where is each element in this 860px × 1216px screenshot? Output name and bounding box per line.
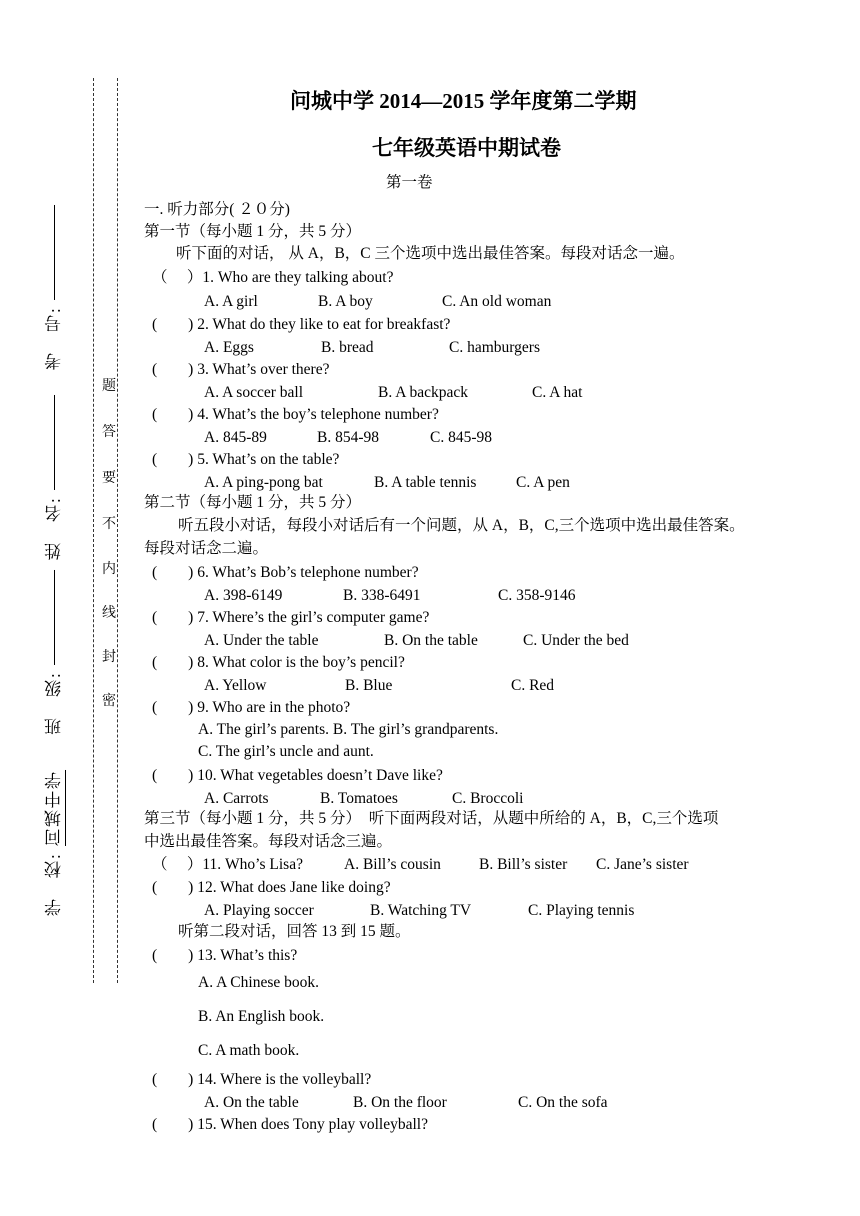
seal-char: 不 (102, 517, 116, 532)
question-line: （ ）11. Who’s Lisa? (152, 856, 303, 873)
question-line: C. Playing tennis (528, 902, 635, 919)
question-line: 听第二段对话，回答 13 到 15 题。 (178, 923, 411, 940)
question-line: A. Bill’s cousin (344, 856, 441, 873)
question-line: ( ) 7. Where’s the girl’s computer game? (152, 609, 430, 626)
exam-title: 问城中学 2014—2015 学年度第二学期 (290, 89, 637, 113)
question-line: C. A pen (516, 474, 570, 491)
question-line: A. Carrots (204, 790, 269, 807)
question-line: A. The girl’s parents. B. The girl’s grandparents. (198, 721, 499, 738)
school-field (42, 770, 67, 916)
question-line: 第三节（每小题 1 分，共 5 分） 听下面两段对话，从题中所给的 A，B，C,三个选项 (144, 810, 719, 827)
question-line: ( ) 14. Where is the volleyball? (152, 1071, 372, 1088)
question-line: C. Jane’s sister (596, 856, 689, 873)
question-line: 中选出最佳答案。每段对话念三遍。 (144, 833, 393, 850)
question-line: A. Eggs (204, 339, 254, 356)
question-line: ( ) 9. Who are in the photo? (152, 699, 351, 716)
seal-char: 要 (102, 471, 116, 486)
question-line: A. Yellow (204, 677, 267, 694)
question-line: ( ) 15. When does Tony play volleyball? (152, 1116, 428, 1133)
question-line: A. 845-89 (204, 429, 267, 446)
question-line: ( ) 6. What’s Bob’s telephone number? (152, 564, 419, 581)
seal-char: 内 (102, 562, 116, 577)
question-line: C. hamburgers (449, 339, 540, 356)
question-line: C. An old woman (442, 293, 552, 310)
question-line: ( ) 10. What vegetables doesn’t Dave like? (152, 767, 443, 784)
class-blank[interactable] (55, 570, 56, 665)
exam-number-field (42, 205, 67, 370)
question-line: B. bread (321, 339, 374, 356)
question-line: A. Under the table (204, 632, 319, 649)
question-line: B. A boy (318, 293, 373, 310)
question-line: ( ) 13. What’s this? (152, 947, 298, 964)
question-line: C. Broccoli (452, 790, 524, 807)
exam-number-label: 考 号: (45, 306, 64, 370)
seal-char: 线 (102, 606, 116, 621)
question-line: A. A soccer ball (204, 384, 304, 401)
seal-char: 封 (102, 650, 116, 665)
question-line: ( ) 3. What’s over there? (152, 361, 330, 378)
question-line: 第一节（每小题 1 分，共 5 分） (144, 223, 362, 240)
question-line: C. Red (511, 677, 555, 694)
question-line: 一. 听力部分( ２０分) (144, 201, 290, 218)
seal-char: 答 (102, 425, 116, 440)
question-line: ( ) 2. What do they like to eat for breakfast? (152, 316, 451, 333)
question-line: C. A math book. (198, 1042, 300, 1059)
question-line: B. Tomatoes (320, 790, 398, 807)
question-line: B. Bill’s sister (479, 856, 568, 873)
question-line: B. On the table (384, 632, 478, 649)
name-label: 姓 名: (45, 496, 64, 560)
question-line: B. On the floor (353, 1094, 447, 1111)
seal-char: 密 (102, 694, 116, 709)
class-field (42, 570, 67, 735)
volume-label: 第一卷 (386, 174, 433, 191)
question-line: B. An English book. (198, 1008, 325, 1025)
question-line: B. 338-6491 (343, 587, 421, 604)
binding-dashed-line-right (117, 78, 118, 983)
question-line: 听五段小对话，每段小对话后有一个问题，从 A，B，C,三个选项中选出最佳答案。 (178, 517, 745, 534)
question-line: 第二节（每小题 1 分，共 5 分） (144, 494, 362, 511)
question-line: A. A ping-pong bat (204, 474, 323, 491)
exam-subtitle: 七年级英语中期试卷 (372, 136, 561, 160)
school-label: 学 校: (45, 852, 64, 916)
question-line: C. A hat (532, 384, 583, 401)
question-line: ( ) 4. What’s the boy’s telephone number? (152, 406, 439, 423)
question-line: B. A table tennis (374, 474, 477, 491)
name-blank[interactable] (55, 395, 56, 490)
question-line: C. 358-9146 (498, 587, 576, 604)
binding-dashed-line-left (93, 78, 94, 983)
seal-char: 题 (102, 379, 116, 394)
question-line: A. 398-6149 (204, 587, 283, 604)
question-line: C. 845-98 (430, 429, 492, 446)
question-line: 每段对话念二遍。 (144, 540, 269, 557)
question-line: C. The girl’s uncle and aunt. (198, 743, 374, 760)
question-line: 听下面的对话， 从 A，B，C 三个选项中选出最佳答案。每段对话念一遍。 (176, 245, 685, 262)
question-line: ( ) 8. What color is the boy’s pencil? (152, 654, 405, 671)
question-line: ( ) 5. What’s on the table? (152, 451, 340, 468)
question-line: B. A backpack (378, 384, 468, 401)
question-line: A. On the table (204, 1094, 299, 1111)
question-line: （ ）1. Who are they talking about? (152, 269, 394, 286)
question-line: A. Playing soccer (204, 902, 314, 919)
class-label: 班 级: (45, 671, 64, 735)
question-line: A. A Chinese book. (198, 974, 319, 991)
question-line: B. 854-98 (317, 429, 379, 446)
question-line: B. Blue (345, 677, 393, 694)
question-line: A. A girl (204, 293, 258, 310)
question-line: C. On the sofa (518, 1094, 608, 1111)
question-line: B. Watching TV (370, 902, 472, 919)
question-line: C. Under the bed (523, 632, 629, 649)
exam-number-blank[interactable] (55, 205, 56, 300)
question-line: ( ) 12. What does Jane like doing? (152, 879, 391, 896)
name-field (42, 395, 67, 560)
school-value: 问城中学 (45, 770, 64, 846)
